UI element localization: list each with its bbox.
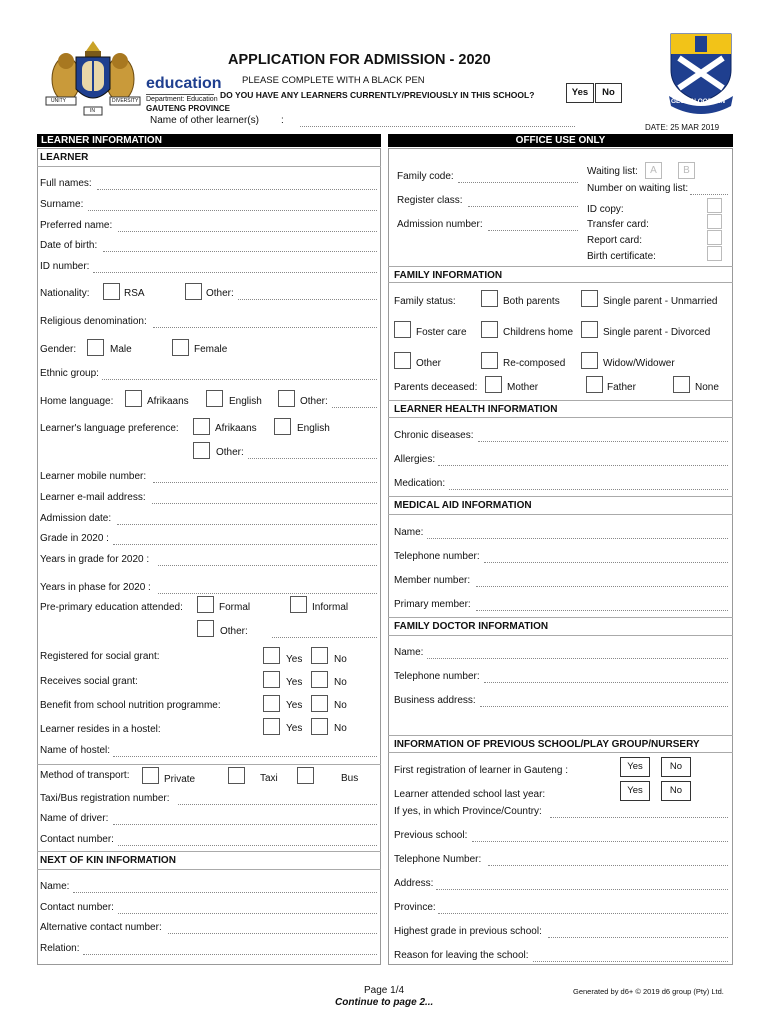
kin-relation-field[interactable] [83, 954, 377, 955]
transport-divider [37, 764, 381, 765]
recomposed-label: Re-composed [503, 358, 566, 369]
prev-school-field[interactable] [472, 841, 728, 842]
prev-phone-field[interactable] [488, 865, 728, 866]
hostel-yes-label: Yes [286, 723, 303, 734]
date-label: DATE: 25 MAR 2019 [645, 123, 720, 132]
widow-checkbox[interactable] [581, 352, 598, 369]
gauteng-coat-of-arms-logo [38, 37, 148, 119]
years-phase-field[interactable] [158, 593, 377, 594]
home-language-label: Home language: [40, 396, 114, 407]
surname-label: Surname: [40, 199, 84, 210]
department-label: Department: Education [146, 96, 218, 103]
province-country-field[interactable] [550, 817, 728, 818]
preprimary-formal-label: Formal [219, 602, 251, 613]
grade-field[interactable] [113, 544, 377, 545]
family-other-checkbox[interactable] [394, 352, 411, 369]
home-english-label: English [229, 396, 262, 407]
doctor-head: FAMILY DOCTOR INFORMATION [394, 621, 549, 632]
grade-label: Grade in 2020 : [40, 533, 109, 544]
kin-contact-label: Contact number: [40, 902, 114, 913]
kin-alt-contact-field[interactable] [168, 933, 377, 934]
family-head: FAMILY INFORMATION [394, 270, 503, 281]
transport-taxi-checkbox[interactable] [228, 767, 245, 784]
health-divider-bottom [388, 417, 733, 418]
widow-label: Widow/Widower [603, 358, 675, 369]
preprimary-informal-checkbox[interactable] [290, 596, 307, 613]
deceased-none-checkbox[interactable] [673, 376, 690, 393]
admission-date-field[interactable] [117, 524, 377, 525]
prev-grade-label: Highest grade in previous school: [394, 926, 542, 937]
nutrition-yes-label: Yes [286, 700, 303, 711]
province-country-label: If yes, in which Province/Country: [394, 806, 542, 817]
receives-grant-yes-label: Yes [286, 677, 303, 688]
instruction-text: PLEASE COMPLETE WITH A BLACK PEN [242, 75, 425, 86]
number-waiting-label: Number on waiting list: [587, 183, 689, 194]
nutrition-label: Benefit from school nutrition programme: [40, 700, 221, 711]
hostel-name-label: Name of hostel: [40, 745, 111, 756]
primary-member-field[interactable] [476, 610, 728, 611]
foster-label: Foster care [416, 327, 467, 338]
preferred-name-label: Preferred name: [40, 220, 113, 231]
nationality-rsa-checkbox[interactable] [103, 283, 120, 300]
continue-note: Continue to page 2... [335, 997, 434, 1008]
both-parents-label: Both parents [503, 296, 560, 307]
gender-female-label: Female [194, 344, 228, 355]
doctor-divider-bottom [388, 635, 733, 636]
waiting-list-label: Waiting list: [587, 166, 638, 177]
preprimary-other-checkbox[interactable] [197, 620, 214, 637]
nutrition-no-checkbox[interactable] [311, 695, 328, 712]
generated-by: Generated by d6+ © 2019 d6 group (Pty) Ltd. [573, 987, 724, 996]
doctor-address-label: Business address: [394, 695, 476, 706]
previous-divider-bottom [388, 752, 733, 753]
hostel-name-field[interactable] [113, 756, 377, 757]
kin-head: NEXT OF KIN INFORMATION [40, 855, 176, 866]
page-number: Page 1/4 [364, 985, 405, 996]
no-label: No [602, 87, 615, 98]
first-reg-yes-box[interactable] [620, 757, 650, 777]
deceased-mother-label: Mother [507, 382, 539, 393]
childrens-home-label: Childrens home [503, 327, 574, 338]
first-reg-no-box[interactable] [661, 757, 691, 777]
medication-label: Medication: [394, 478, 446, 489]
waiting-list-a-box[interactable] [645, 162, 662, 179]
home-afrikaans-checkbox[interactable] [125, 390, 142, 407]
social-grant-yes-checkbox[interactable] [263, 647, 280, 664]
prev-province-label: Province: [394, 902, 436, 913]
gender-label: Gender: [40, 344, 77, 355]
receives-grant-label: Receives social grant: [40, 676, 138, 687]
dob-field[interactable] [103, 251, 377, 252]
brand-rule [146, 94, 214, 95]
hostel-no-label: No [334, 723, 347, 734]
preprimary-formal-checkbox[interactable] [197, 596, 214, 613]
medical-name-field[interactable] [427, 538, 728, 539]
medical-divider-bottom [388, 514, 733, 515]
prev-grade-field[interactable] [548, 937, 728, 938]
page-title: APPLICATION FOR ADMISSION - 2020 [228, 52, 491, 68]
home-other-checkbox[interactable] [278, 390, 295, 407]
prev-province-field[interactable] [438, 913, 728, 914]
motto-mid: IN [90, 108, 95, 114]
learner-head: LEARNER [40, 152, 89, 163]
social-grant-label: Registered for social grant: [40, 651, 160, 662]
yes-label: Yes [571, 87, 589, 98]
email-field[interactable] [152, 503, 377, 504]
religion-label: Religious denomination: [40, 316, 147, 327]
doctor-phone-label: Telephone number: [394, 671, 480, 682]
family-other-label: Other [416, 358, 442, 369]
attended-yes-box[interactable] [620, 781, 650, 801]
kin-alt-contact-label: Alternative contact number: [40, 922, 162, 933]
family-status-label: Family status: [394, 296, 456, 307]
doctor-address-field[interactable] [480, 706, 728, 707]
childrens-home-checkbox[interactable] [481, 321, 498, 338]
transport-taxi-label: Taxi [260, 773, 278, 784]
transport-label: Method of transport: [40, 770, 130, 781]
kin-name-field[interactable] [73, 892, 377, 893]
single-divorced-checkbox[interactable] [581, 321, 598, 338]
preferred-name-field[interactable] [118, 231, 377, 232]
nutrition-no-label: No [334, 700, 347, 711]
years-grade-label: Years in grade for 2020 : [40, 554, 150, 565]
birth-cert-label: Birth certificate: [587, 251, 656, 262]
register-class-label: Register class: [397, 195, 463, 206]
education-brand: education [146, 75, 222, 92]
other-learner-label: Name of other learner(s) [150, 115, 259, 126]
deceased-none-label: None [695, 382, 719, 393]
home-other-label: Other: [300, 396, 328, 407]
transport-bus-label: Bus [341, 773, 359, 784]
home-english-checkbox[interactable] [206, 390, 223, 407]
member-number-field[interactable] [476, 586, 728, 587]
receives-grant-yes-checkbox[interactable] [263, 671, 280, 688]
id-number-label: ID number: [40, 261, 90, 272]
medical-name-label: Name: [394, 527, 424, 538]
pref-english-checkbox[interactable] [274, 418, 291, 435]
both-parents-checkbox[interactable] [481, 290, 498, 307]
doctor-name-field[interactable] [427, 658, 728, 659]
contact-label: Contact number: [40, 834, 114, 845]
kin-divider-top [37, 851, 381, 852]
medical-head: MEDICAL AID INFORMATION [394, 500, 532, 511]
nationality-rsa-label: RSA [124, 288, 145, 299]
preprimary-label: Pre-primary education attended: [40, 602, 183, 613]
deceased-father-label: Father [607, 382, 636, 393]
nationality-other-checkbox[interactable] [185, 283, 202, 300]
hostel-no-checkbox[interactable] [311, 718, 328, 735]
prev-phone-label: Telephone Number: [394, 854, 482, 865]
admission-number-field[interactable] [488, 230, 578, 231]
transport-private-checkbox[interactable] [142, 767, 159, 784]
medical-phone-field[interactable] [484, 562, 728, 563]
kin-name-label: Name: [40, 881, 70, 892]
school-crest-logo [665, 30, 737, 114]
pref-language-label: Learner's language preference: [40, 423, 179, 434]
member-number-label: Member number: [394, 575, 471, 586]
social-grant-no-label: No [334, 654, 347, 665]
pref-afrikaans-checkbox[interactable] [193, 418, 210, 435]
hostel-yes-checkbox[interactable] [263, 718, 280, 735]
driver-label: Name of driver: [40, 813, 109, 824]
pref-other-label: Other: [216, 447, 244, 458]
recomposed-checkbox[interactable] [481, 352, 498, 369]
learner-info-bar: LEARNER INFORMATION [37, 134, 381, 147]
pref-other-checkbox[interactable] [193, 442, 210, 459]
attended-no-box[interactable] [661, 781, 691, 801]
learner-head-divider [37, 166, 381, 167]
family-code-label: Family code: [397, 171, 454, 182]
family-divider-bottom [388, 282, 733, 283]
years-grade-field[interactable] [158, 565, 377, 566]
health-head: LEARNER HEALTH INFORMATION [394, 404, 558, 415]
single-unmarried-checkbox[interactable] [581, 290, 598, 307]
doctor-phone-field[interactable] [484, 682, 728, 683]
nationality-other-label: Other: [206, 288, 234, 299]
full-names-field[interactable] [97, 189, 377, 190]
reason-field[interactable] [533, 961, 728, 962]
receives-grant-no-checkbox[interactable] [311, 671, 328, 688]
first-reg-label: First registration of learner in Gauteng : [394, 765, 568, 776]
preprimary-other-label: Other: [220, 626, 248, 637]
first-reg-no-label: No [669, 761, 683, 772]
nationality-other-field[interactable] [238, 299, 377, 300]
first-reg-yes-label: Yes [627, 761, 643, 772]
full-names-label: Full names: [40, 178, 92, 189]
attended-yes-label: Yes [627, 785, 643, 796]
pref-other-field[interactable] [248, 458, 377, 459]
medical-phone-label: Telephone number: [394, 551, 480, 562]
attended-no-label: No [669, 785, 683, 796]
religion-field[interactable] [153, 327, 377, 328]
motto-right: DIVERSITY [112, 98, 139, 104]
family-code-field[interactable] [458, 182, 578, 183]
family-divider-top [388, 266, 733, 267]
ethnic-label: Ethnic group: [40, 368, 99, 379]
transport-bus-checkbox[interactable] [297, 767, 314, 784]
register-class-field[interactable] [468, 206, 578, 207]
prev-address-field[interactable] [436, 889, 728, 890]
ethnic-field[interactable] [102, 379, 377, 380]
transport-private-label: Private [164, 774, 196, 785]
id-copy-label: ID copy: [587, 204, 624, 215]
gender-male-checkbox[interactable] [87, 339, 104, 356]
health-divider-top [388, 400, 733, 401]
other-learner-field[interactable] [300, 126, 575, 127]
social-grant-yes-label: Yes [286, 654, 303, 665]
id-number-field[interactable] [93, 272, 377, 273]
mobile-label: Learner mobile number: [40, 471, 147, 482]
kin-relation-label: Relation: [40, 943, 80, 954]
deceased-label: Parents deceased: [394, 382, 478, 393]
crest-motto: GLO EN OORWIN [671, 98, 726, 105]
home-other-field[interactable] [332, 407, 377, 408]
doctor-divider-top [388, 617, 733, 618]
admission-date-label: Admission date: [40, 513, 112, 524]
years-phase-label: Years in phase for 2020 : [40, 582, 151, 593]
surname-field[interactable] [88, 210, 377, 211]
id-copy-checkbox[interactable] [707, 198, 722, 213]
previous-divider-top [388, 735, 733, 736]
contact-field[interactable] [118, 845, 377, 846]
report-card-label: Report card: [587, 235, 643, 246]
single-unmarried-label: Single parent - Unmarried [603, 296, 718, 307]
report-card-checkbox[interactable] [707, 230, 722, 245]
deceased-mother-checkbox[interactable] [485, 376, 502, 393]
email-label: Learner e-mail address: [40, 492, 146, 503]
prev-school-label: Previous school: [394, 830, 468, 841]
preprimary-other-field[interactable] [272, 637, 377, 638]
reg-number-field[interactable] [178, 804, 377, 805]
allergies-label: Allergies: [394, 454, 436, 465]
medical-divider-top [388, 496, 733, 497]
pref-english-label: English [297, 423, 330, 434]
mobile-field[interactable] [153, 482, 377, 483]
kin-contact-field[interactable] [118, 913, 377, 914]
motto-left: UNITY [51, 98, 66, 104]
receives-grant-no-label: No [334, 677, 347, 688]
gender-female-checkbox[interactable] [172, 339, 189, 356]
doctor-name-label: Name: [394, 647, 424, 658]
nationality-label: Nationality: [40, 288, 90, 299]
prev-address-label: Address: [394, 878, 434, 889]
chronic-label: Chronic diseases: [394, 430, 474, 441]
allergies-field[interactable] [438, 465, 728, 466]
attended-label: Learner attended school last year: [394, 789, 546, 800]
nutrition-yes-checkbox[interactable] [263, 695, 280, 712]
kin-divider-bottom [37, 869, 381, 870]
driver-field[interactable] [113, 824, 377, 825]
single-divorced-label: Single parent - Divorced [603, 327, 711, 338]
reason-label: Reason for leaving the school: [394, 950, 529, 961]
id-copy-checkbox-2[interactable] [707, 214, 722, 229]
province-label: GAUTENG PROVINCE [146, 104, 231, 113]
other-learner-colon: : [281, 115, 284, 126]
previous-head: INFORMATION OF PREVIOUS SCHOOL/PLAY GROUP/NURSERY [394, 739, 700, 750]
chronic-field[interactable] [478, 441, 728, 442]
hostel-label: Learner resides in a hostel: [40, 724, 161, 735]
waiting-a-label: A [650, 165, 657, 176]
home-afrikaans-label: Afrikaans [147, 396, 189, 407]
current-learners-question: DO YOU HAVE ANY LEARNERS CURRENTLY/PREVIOUSLY IN THIS SCHOOL? [220, 90, 535, 100]
reg-number-label: Taxi/Bus registration number: [40, 793, 170, 804]
waiting-b-label: B [683, 165, 690, 176]
deceased-father-checkbox[interactable] [586, 376, 603, 393]
birth-cert-checkbox[interactable] [707, 246, 722, 261]
waiting-list-b-box[interactable] [678, 162, 695, 179]
current-learners-yes-box[interactable] [566, 83, 594, 103]
office-use-bar: OFFICE USE ONLY [388, 134, 733, 147]
dob-label: Date of birth: [40, 240, 98, 251]
gender-male-label: Male [110, 344, 132, 355]
foster-checkbox[interactable] [394, 321, 411, 338]
admission-number-label: Admission number: [397, 219, 483, 230]
number-waiting-field[interactable] [690, 194, 728, 195]
preprimary-informal-label: Informal [312, 602, 349, 613]
primary-member-label: Primary member: [394, 599, 471, 610]
pref-afrikaans-label: Afrikaans [215, 423, 257, 434]
current-learners-no-box[interactable] [595, 83, 622, 103]
transfer-card-label: Transfer card: [587, 219, 649, 230]
medication-field[interactable] [449, 489, 728, 490]
social-grant-no-checkbox[interactable] [311, 647, 328, 664]
